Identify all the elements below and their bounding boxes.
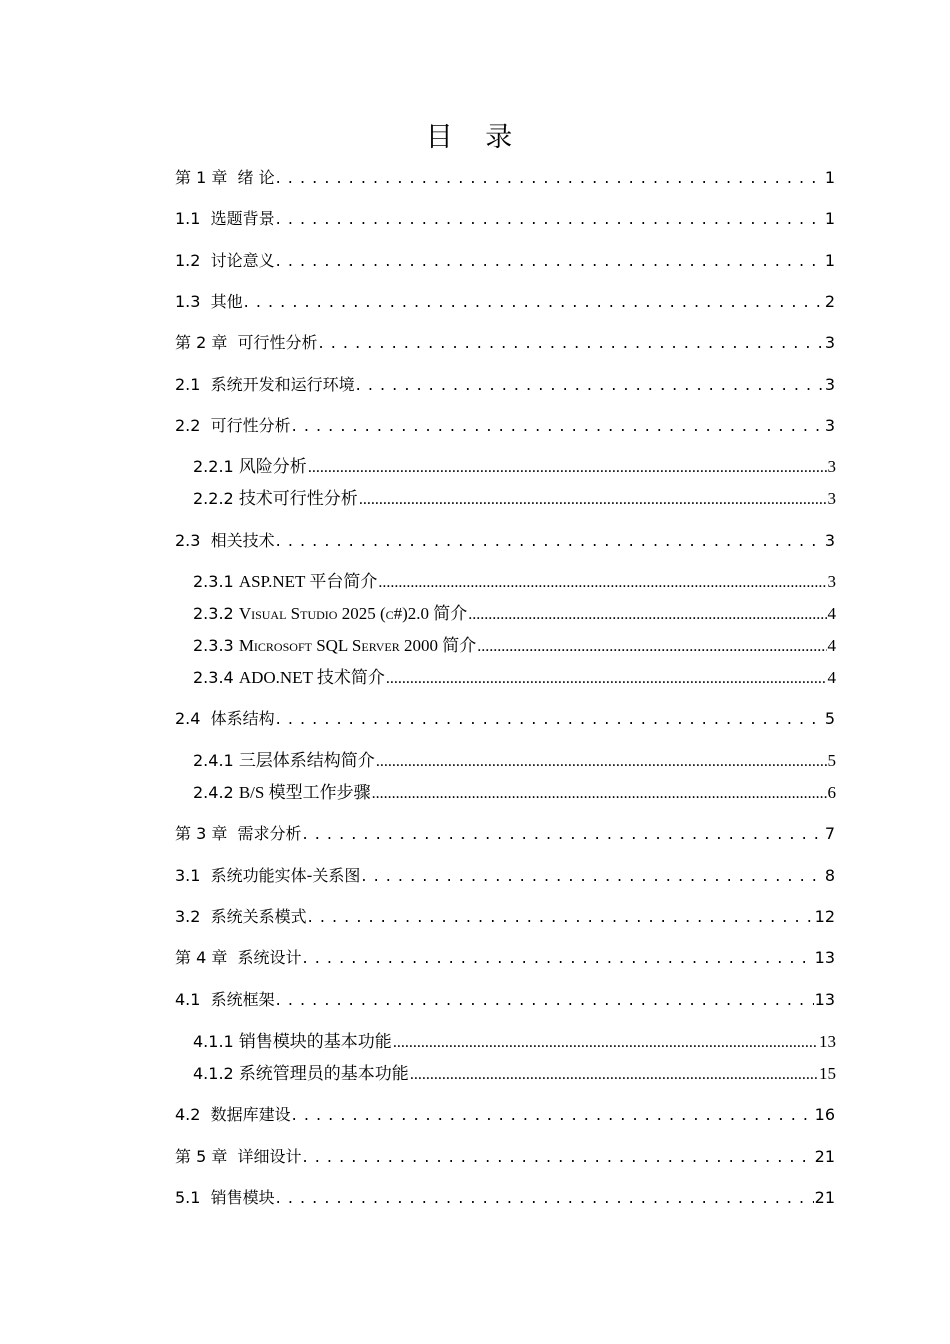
toc-page-number: 3 — [827, 489, 836, 508]
toc-entry[interactable] — [175, 331, 835, 355]
dot-leader — [292, 1103, 814, 1127]
dot-leader — [276, 166, 824, 190]
toc-entry-label: 4.2 数据库建设 — [175, 1105, 291, 1124]
toc-page-number: 4 — [827, 668, 836, 687]
dot-leader — [276, 1186, 814, 1210]
toc-page-number: 1 — [824, 209, 835, 228]
toc-entry[interactable] — [175, 822, 835, 846]
toc-page-number: 21 — [814, 1147, 835, 1166]
toc-entry-label: 1.3 其他 — [175, 292, 243, 311]
toc-page-number: 5 — [827, 751, 836, 770]
toc-page-number: 21 — [814, 1188, 835, 1207]
toc-entry-label: 4.1.2 系统管理员的基本功能 — [193, 1064, 409, 1083]
toc-page-number: 3 — [827, 457, 836, 476]
toc-entry[interactable] — [175, 249, 835, 273]
dot-leader — [386, 666, 827, 691]
dot-leader — [292, 414, 824, 438]
dot-leader — [359, 487, 827, 512]
toc-entry-label: 2.4 体系结构 — [175, 709, 275, 728]
toc-page-number: 2 — [824, 292, 835, 311]
toc-page-number: 3 — [824, 333, 835, 352]
toc-page-number: 3 — [824, 416, 835, 435]
dot-leader — [303, 946, 814, 970]
toc-page-number: 3 — [824, 375, 835, 394]
toc-entry-label: 4.1 系统框架 — [175, 990, 275, 1009]
toc-subentry[interactable] — [193, 1062, 836, 1087]
toc-subentry[interactable] — [193, 634, 836, 659]
toc-entry[interactable] — [175, 414, 835, 438]
toc-entry[interactable] — [175, 207, 835, 231]
dot-leader — [378, 570, 826, 595]
toc-page-number: 5 — [824, 709, 835, 728]
toc-entry-label: 2.2 可行性分析 — [175, 416, 291, 435]
toc-page-number: 13 — [819, 1032, 836, 1051]
toc-entry-label: 2.3.1 ASP.NET 平台简介 — [193, 572, 378, 591]
dot-leader — [410, 1062, 818, 1087]
toc-page-number: 3 — [827, 572, 836, 591]
toc-entry[interactable] — [175, 864, 835, 888]
toc-subentry[interactable] — [193, 749, 836, 774]
dot-leader — [276, 207, 824, 231]
toc-entry-label: 2.4.1 三层体系结构简介 — [193, 751, 375, 770]
toc-entry[interactable] — [175, 529, 835, 553]
dot-leader — [276, 529, 824, 553]
toc-entry-label: 1.1 选题背景 — [175, 209, 275, 228]
toc-page-number: 4 — [827, 636, 836, 655]
toc-subentry[interactable] — [193, 455, 836, 480]
toc-entry-label: 2.2.2 技术可行性分析 — [193, 489, 358, 508]
toc-entry-label: 2.3.4 ADO.NET 技术简介 — [193, 668, 385, 687]
dot-leader — [308, 455, 827, 480]
toc-subentry[interactable] — [193, 1030, 836, 1055]
dot-leader — [276, 249, 824, 273]
dot-leader — [276, 707, 824, 731]
toc-entry[interactable] — [175, 1103, 835, 1127]
dot-leader — [468, 602, 826, 627]
toc-page-number: 15 — [819, 1064, 836, 1083]
dot-leader — [244, 290, 824, 314]
toc-subentry[interactable] — [193, 487, 836, 512]
toc-entry-label: 第 1 章 绪 论 — [175, 168, 275, 187]
dot-leader — [303, 822, 824, 846]
toc-entry-label: 5.1 销售模块 — [175, 1188, 275, 1207]
dot-leader — [372, 781, 827, 806]
dot-leader — [356, 373, 824, 397]
toc-page-number: 1 — [824, 168, 835, 187]
toc-entry[interactable] — [175, 707, 835, 731]
dot-leader — [308, 905, 814, 929]
toc-subentry[interactable] — [193, 666, 836, 691]
toc-entry-label: 3.1 系统功能实体-关系图 — [175, 866, 361, 885]
toc-subentry[interactable] — [193, 602, 836, 627]
toc-subentry[interactable] — [193, 570, 836, 595]
toc-entry[interactable] — [175, 1145, 835, 1169]
toc-entry-label: 第 2 章 可行性分析 — [175, 333, 318, 352]
toc-page-number: 1 — [824, 251, 835, 270]
toc-page-number: 6 — [827, 783, 836, 802]
toc-entry[interactable] — [175, 988, 835, 1012]
toc-subentry[interactable] — [193, 781, 836, 806]
toc-entry-label: 2.2.1 风险分析 — [193, 457, 307, 476]
toc-entry-label: 2.3 相关技术 — [175, 531, 275, 550]
dot-leader — [319, 331, 824, 355]
toc-page-number: 13 — [814, 990, 835, 1009]
dot-leader — [303, 1145, 814, 1169]
dot-leader — [477, 634, 826, 659]
toc-entry-label: 2.3.3 Microsoft SQL Server 2000 简介 — [193, 636, 477, 655]
toc-entry[interactable] — [175, 905, 835, 929]
toc-entry-label: 第 3 章 需求分析 — [175, 824, 302, 843]
toc-entry[interactable] — [175, 1186, 835, 1210]
dot-leader — [376, 749, 827, 774]
dot-leader — [276, 988, 814, 1012]
toc-page-number: 13 — [814, 948, 835, 967]
toc-page-number: 8 — [824, 866, 835, 885]
dot-leader — [393, 1030, 818, 1055]
toc-entry-label: 第 5 章 详细设计 — [175, 1147, 302, 1166]
page-title: 目 录 — [425, 122, 525, 153]
toc-entry[interactable] — [175, 946, 835, 970]
toc-entry-label: 第 4 章 系统设计 — [175, 948, 302, 967]
toc-entry[interactable] — [175, 290, 835, 314]
toc-entry[interactable] — [175, 373, 835, 397]
toc-entry-label: 3.2 系统关系模式 — [175, 907, 307, 926]
dot-leader — [361, 864, 823, 888]
toc-page-number: 4 — [827, 604, 836, 623]
toc-page-number: 3 — [824, 531, 835, 550]
toc-entry[interactable] — [175, 166, 835, 190]
toc-entry-label: 2.1 系统开发和运行环境 — [175, 375, 355, 394]
toc-entry-label: 1.2 讨论意义 — [175, 251, 275, 270]
toc-page-number: 16 — [814, 1105, 835, 1124]
toc-page-number: 12 — [814, 907, 835, 926]
toc-entry-label: 4.1.1 销售模块的基本功能 — [193, 1032, 392, 1051]
toc-entry-label: 2.3.2 Visual Studio 2025 (c#)2.0 简介 — [193, 604, 468, 623]
toc-entry-label: 2.4.2 B/S 模型工作步骤 — [193, 783, 371, 802]
toc-page-number: 7 — [824, 824, 835, 843]
